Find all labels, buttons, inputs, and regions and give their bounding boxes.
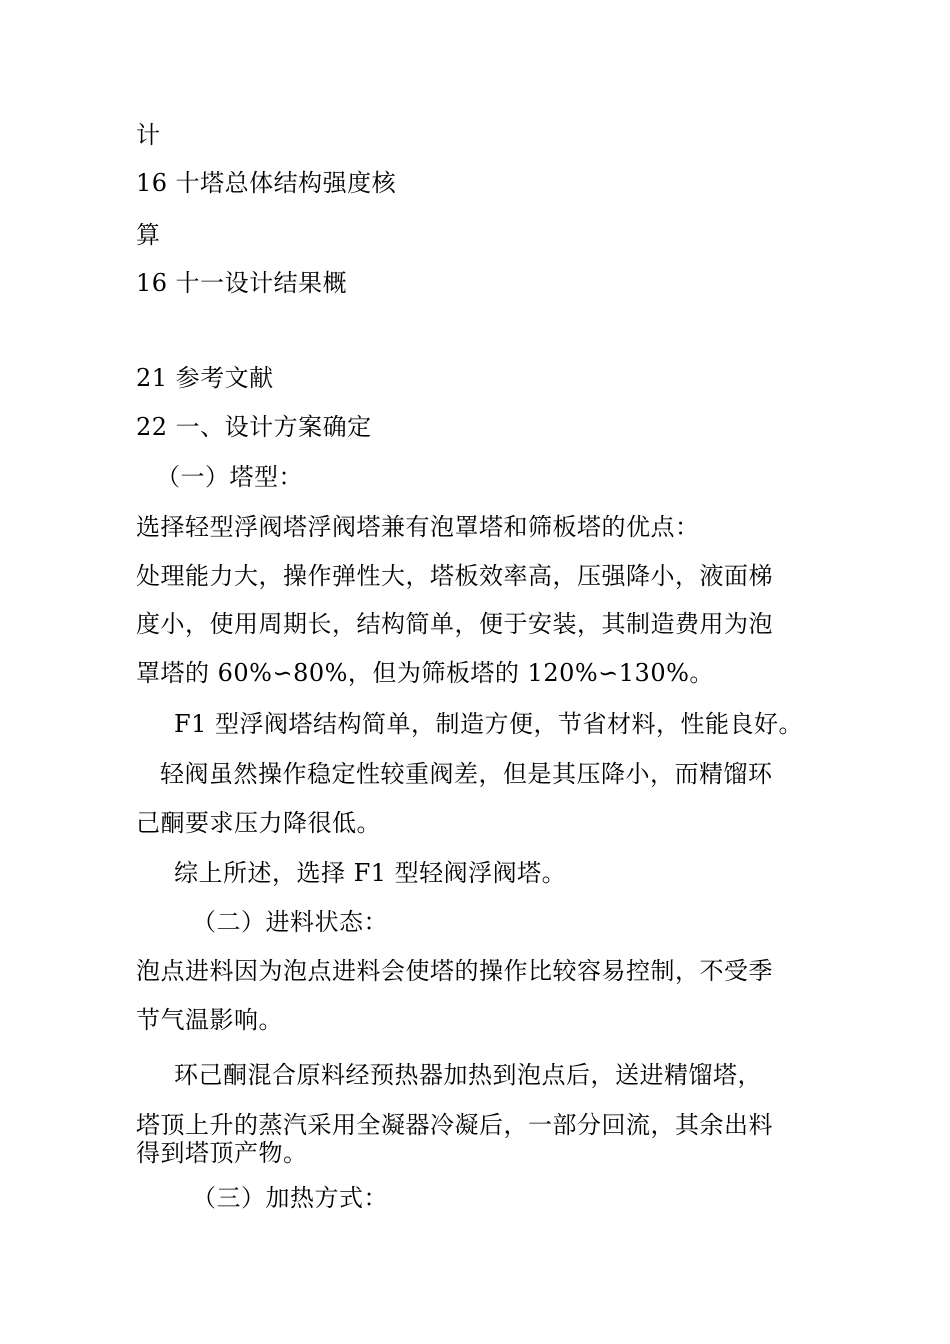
- paragraph-line: 节气温影响。: [136, 1006, 283, 1034]
- paragraph-line: 己酮要求压力降很低。: [136, 809, 381, 837]
- section-heading-feed: （二）进料状态：: [192, 908, 388, 936]
- toc-line: 21 参考文献: [136, 364, 274, 392]
- paragraph-line: 塔顶上升的蒸汽采用全凝器冷凝后，一部分回流，其余出料: [136, 1111, 773, 1139]
- paragraph-line: 泡点进料因为泡点进料会使塔的操作比较容易控制，不受季: [136, 957, 773, 985]
- paragraph-line: 综上所述，选择 F1 型轻阀浮阀塔。: [174, 859, 567, 887]
- paragraph-line: F1 型浮阀塔结构简单，制造方便，节省材料，性能良好。: [174, 710, 804, 738]
- paragraph-line: 处理能力大，操作弹性大，塔板效率高，压强降小，液面梯: [136, 562, 773, 590]
- paragraph-line: 轻阀虽然操作稳定性较重阀差，但是其压降小，而精馏环: [160, 760, 773, 788]
- paragraph-line: 环己酮混合原料经预热器加热到泡点后，送进精馏塔，: [174, 1061, 762, 1089]
- toc-line: 16 十塔总体结构强度核: [136, 169, 397, 197]
- toc-line: 22 一、设计方案确定: [136, 413, 372, 441]
- paragraph-line: 度小，使用周期长，结构简单，便于安装，其制造费用为泡: [136, 610, 773, 638]
- section-heading-heating: （三）加热方式：: [192, 1184, 388, 1212]
- toc-line: 16 十一设计结果概: [136, 269, 348, 297]
- section-heading-tower-type: （一）塔型：: [156, 463, 303, 491]
- paragraph-line: 罩塔的 60%∽80%，但为筛板塔的 120%∽130%。: [136, 659, 714, 687]
- paragraph-line: 得到塔顶产物。: [136, 1139, 308, 1167]
- toc-line: 计: [136, 121, 161, 149]
- paragraph-line: 选择轻型浮阀塔浮阀塔兼有泡罩塔和筛板塔的优点：: [136, 513, 700, 541]
- toc-line: 算: [136, 221, 161, 249]
